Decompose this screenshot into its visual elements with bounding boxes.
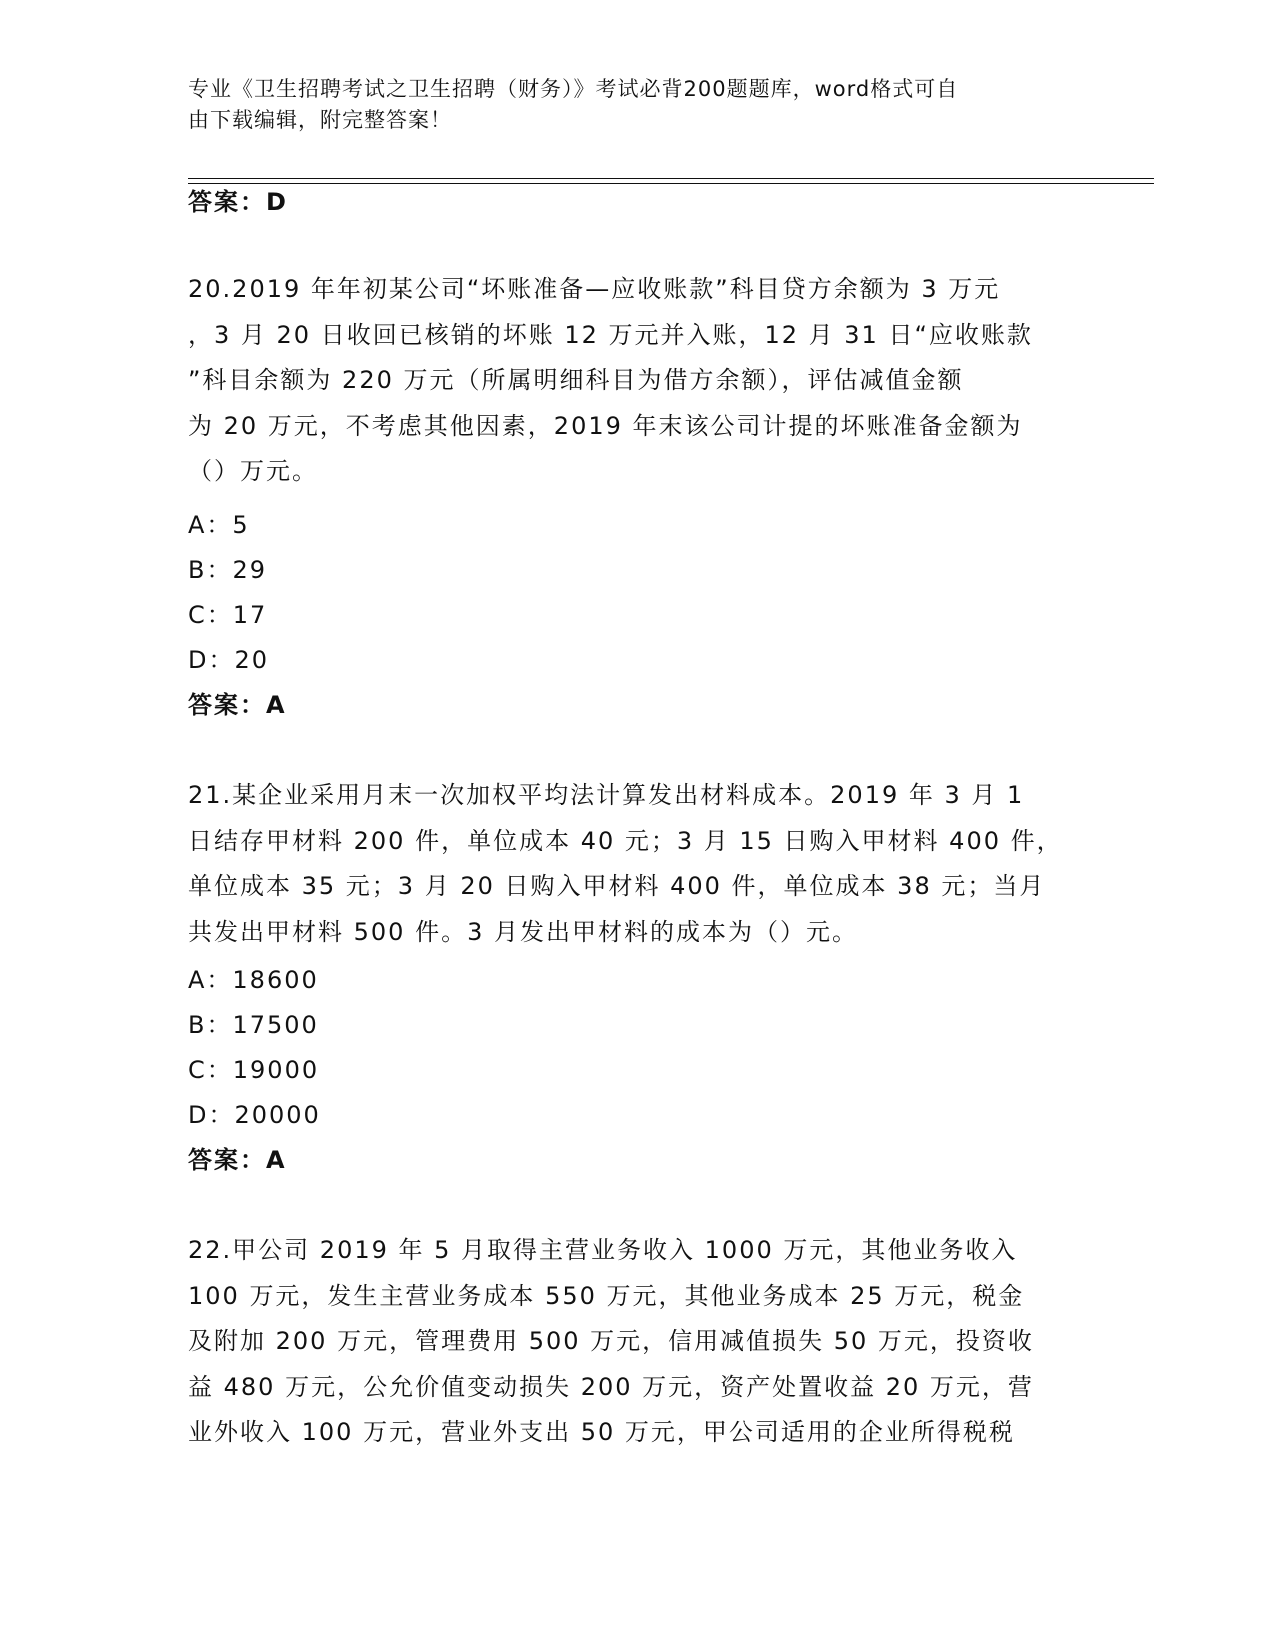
question-line: 共发出甲材料 500 件。3 月发出甲材料的成本为（）元。 xyxy=(188,917,858,946)
question-line: 及附加 200 万元，管理费用 500 万元，信用减值损失 50 万元，投资收 xyxy=(188,1327,1034,1355)
question-line: （）万元。 xyxy=(188,457,318,485)
document-header xyxy=(188,74,1068,136)
question-20-text xyxy=(188,267,1088,495)
header-line-2: 由下载编辑，附完整答案！ xyxy=(188,108,452,132)
question-22-text xyxy=(188,1228,1088,1456)
header-divider-top xyxy=(188,178,1154,179)
question-21-option-d: D：20000 xyxy=(188,1101,321,1129)
question-21-text xyxy=(188,773,1088,955)
question-21-option-a: A：18600 xyxy=(188,966,319,994)
question-20-option-c: C：17 xyxy=(188,601,268,629)
question-20-option-d: D：20 xyxy=(188,646,270,674)
question-20-answer: 答案：A xyxy=(188,691,287,719)
previous-answer: 答案：D xyxy=(188,188,288,216)
question-line: ，3 月 20 日收回已核销的坏账 12 万元并入账，12 月 31 日“应收账款 xyxy=(188,320,1033,349)
question-line: 业外收入 100 万元，营业外支出 50 万元，甲公司适用的企业所得税税 xyxy=(188,1418,1015,1446)
question-21-answer: 答案：A xyxy=(188,1146,287,1174)
question-line: 20.2019 年年初某公司“坏账准备—应收账款”科目贷方余额为 3 万元 xyxy=(188,275,1001,303)
question-21-option-b: B：17500 xyxy=(188,1011,319,1039)
question-line: 为 20 万元，不考虑其他因素，2019 年末该公司计提的坏账准备金额为 xyxy=(188,411,1023,440)
question-line: 21.某企业采用月末一次加权平均法计算发出材料成本。2019 年 3 月 1 xyxy=(188,781,1025,809)
question-20-option-a: A：5 xyxy=(188,511,250,539)
question-line: 单位成本 35 元；3 月 20 日购入甲材料 400 件，单位成本 38 元；当月 xyxy=(188,872,1046,900)
question-20-option-b: B：29 xyxy=(188,556,268,584)
header-divider-bottom xyxy=(188,183,1154,184)
question-line: 日结存甲材料 200 件，单位成本 40 元；3 月 15 日购入甲材料 400 件， xyxy=(188,826,1063,855)
question-line: 100 万元，发生主营业务成本 550 万元，其他业务成本 25 万元，税金 xyxy=(188,1281,1025,1310)
question-line: 益 480 万元，公允价值变动损失 200 万元，资产处置收益 20 万元，营 xyxy=(188,1372,1034,1401)
question-line: 22.甲公司 2019 年 5 月取得主营业务收入 1000 万元，其他业务收入 xyxy=(188,1236,1018,1264)
question-21-option-c: C：19000 xyxy=(188,1056,320,1084)
header-line-1: 专业《卫生招聘考试之卫生招聘（财务）》考试必背200题题库，word格式可自 xyxy=(188,77,959,101)
question-line: ”科目余额为 220 万元（所属明细科目为借方余额），评估减值金额 xyxy=(188,366,964,394)
